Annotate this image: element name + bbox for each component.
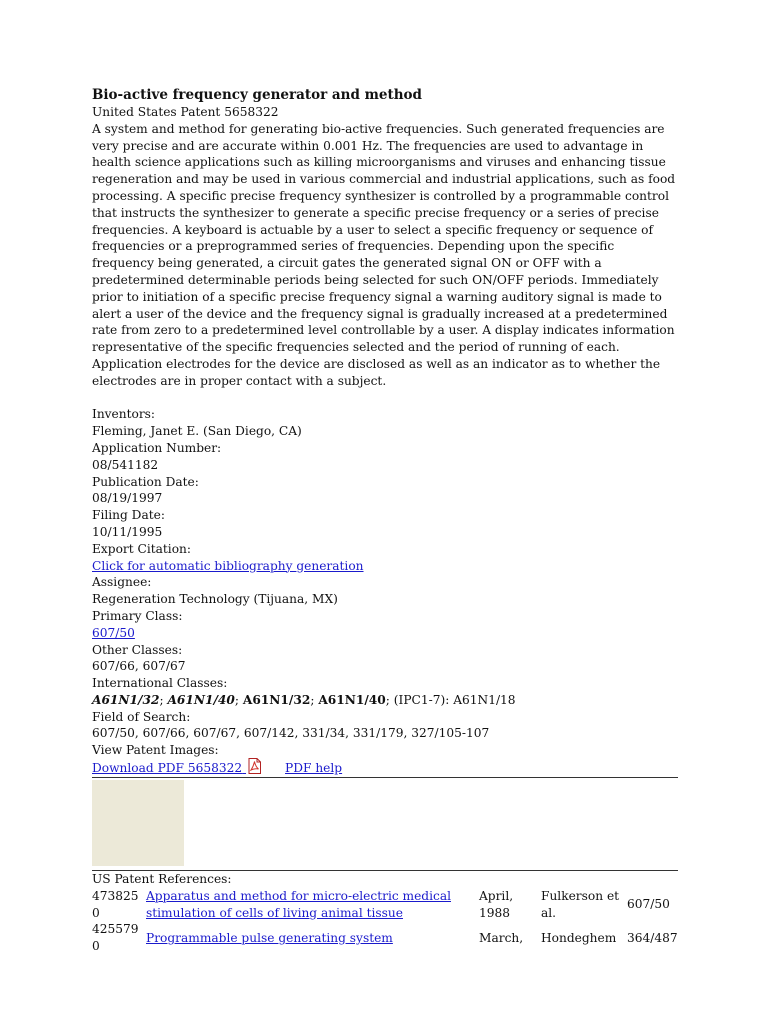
other-classes-label: Other Classes:: [92, 642, 183, 657]
filing-date-label: Filing Date:: [92, 508, 165, 523]
patent-image-placeholder[interactable]: [92, 780, 184, 866]
reference-inventor: Fulkerson et al.: [541, 888, 620, 920]
field-of-search-label: Field of Search:: [92, 709, 191, 724]
export-citation-link[interactable]: Click for automatic bibliography generation: [92, 558, 364, 573]
reference-class: 364/487: [627, 930, 678, 945]
download-pdf-label: Download PDF 5658322: [92, 761, 243, 776]
other-classes-value: 607/66, 607/67: [92, 659, 186, 674]
pdf-file-icon[interactable]: [248, 758, 261, 774]
reference-date: March,: [479, 930, 524, 945]
publication-date-value: 08/19/1997: [92, 491, 163, 506]
spacer: [92, 390, 678, 407]
filing-date-value: 10/11/1995: [92, 524, 163, 539]
intl-class-3: A61N1/32: [242, 692, 311, 707]
publication-date-label: Publication Date:: [92, 474, 199, 489]
intl-class-4: A61N1/40: [318, 692, 386, 707]
application-number-value: 08/541182: [92, 457, 159, 472]
references-table: [92, 888, 678, 955]
download-pdf-link[interactable]: [92, 758, 261, 777]
intl-ipc-value: A61N1/18: [453, 692, 516, 707]
inventors-value: Fleming, Janet E. (San Diego, CA): [92, 424, 302, 439]
table-row: [92, 888, 678, 922]
intl-class-1: A61N1/32: [92, 692, 160, 707]
export-citation-label: Export Citation:: [92, 541, 191, 556]
assignee-label: Assignee:: [92, 575, 152, 590]
international-classes-label: International Classes:: [92, 676, 228, 691]
reference-number: 4255790: [92, 922, 139, 954]
abstract: A system and method for generating bio-active frequencies. Such generated frequencies are very precise and are accurate within 0.001 Hz. The frequencies are used to advantage in health science applications such as killing microorganisms and viruses and enhancing tissue regeneration and may be used in various commercial and industrial applications, such as food processing. A specific precise frequency synthesizer is controlled by a programmable control that instructs the synthesizer to generate a specific precise frequency or a series of precise frequencies. A keyboard is actuable by a user to select a specific frequency or sequence of frequencies or a preprogrammed series of frequencies. Depending upon the specific frequency being generated, a circuit gates the generated signal ON or OFF with a predetermined determinable periods being selected for such ON/OFF periods. Immediately prior to initiation of a specific precise frequency signal a warning auditory signal is made to alert a user of the device and the frequency signal is gradually increased at a predetermined rate from zero to a predetermined level controllable by a user. A display indicates information representative of the specific frequencies selected and the period of running of each. Application electrodes for the device are disclosed as well as an indicator as to whether the electrodes are in proper contact with a subject.: [92, 121, 676, 388]
field-of-search-value: 607/50, 607/66, 607/67, 607/142, 331/34, 331/179, 327/105-107: [92, 726, 490, 741]
pdf-links-row: [92, 759, 678, 777]
application-number-label: Application Number:: [92, 440, 222, 455]
reference-date: April, 1988: [479, 888, 514, 920]
patent-page: [92, 86, 678, 955]
reference-title-link[interactable]: Apparatus and method for micro-electric medical stimulation of cells of living animal tissue: [146, 888, 451, 920]
inventors-label: Inventors:: [92, 407, 156, 422]
intl-ipc-prefix: (IPC1-7):: [393, 692, 450, 707]
assignee-value: Regeneration Technology (Tijuana, MX): [92, 592, 338, 607]
patent-title: Bio-active frequency generator and method: [92, 87, 422, 103]
patent-number-line: United States Patent 5658322: [92, 105, 279, 119]
reference-class: 607/50: [627, 897, 670, 912]
divider: [92, 777, 678, 778]
primary-class-link[interactable]: 607/50: [92, 625, 135, 640]
international-classes-value: A61N1/32; A61N1/40; A61N1/32; A61N1/40; (IPC1-7): A61N1/18: [92, 692, 516, 707]
view-images-label: View Patent Images:: [92, 743, 219, 758]
primary-class-label: Primary Class:: [92, 608, 183, 623]
table-row: [92, 921, 678, 955]
reference-title-link[interactable]: Programmable pulse generating system: [146, 930, 393, 945]
references-label: US Patent References:: [92, 872, 232, 887]
intl-class-2: A61N1/40: [167, 692, 235, 707]
reference-inventor: Hondeghem: [541, 930, 617, 945]
pdf-help-link[interactable]: PDF help: [285, 761, 343, 776]
reference-number: 4738250: [92, 888, 139, 920]
